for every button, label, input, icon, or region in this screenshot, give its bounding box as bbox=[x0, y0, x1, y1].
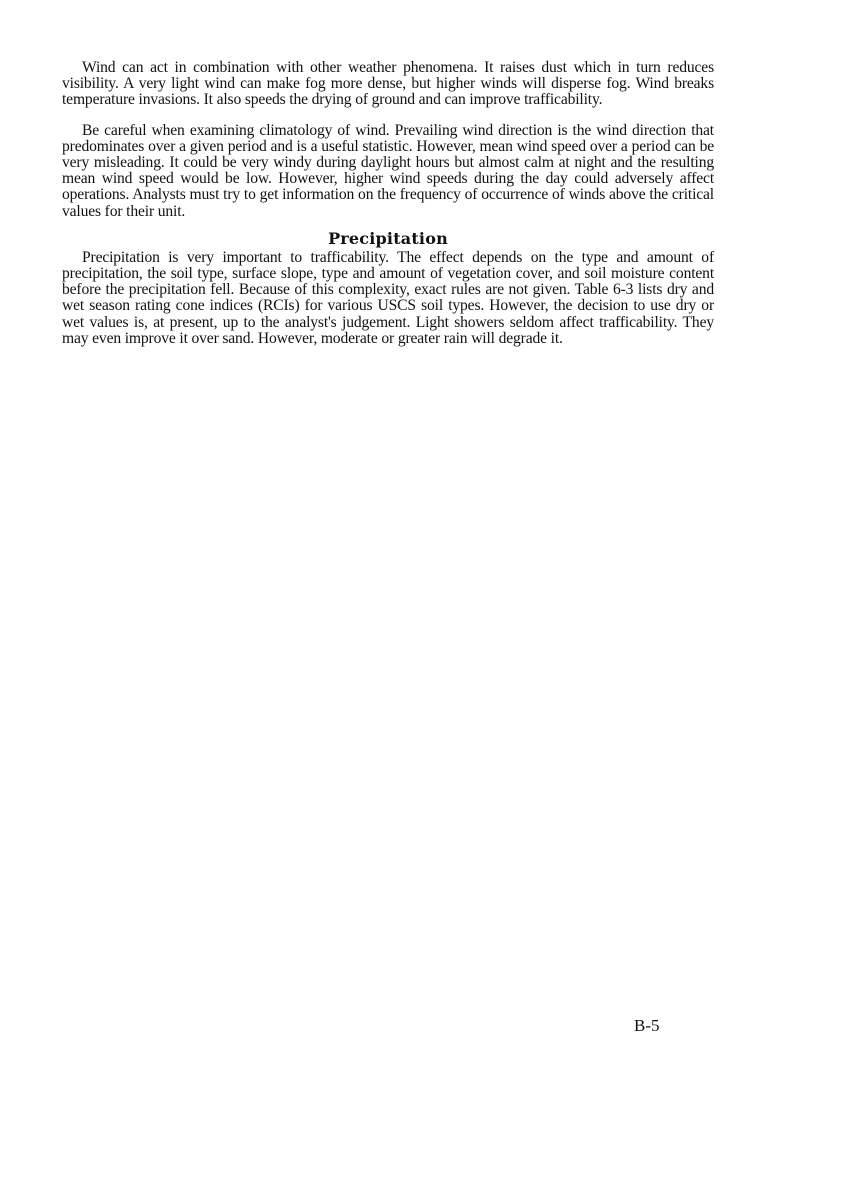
precipitation-heading: Precipitation bbox=[328, 228, 448, 248]
precipitation-paragraph: Precipitation is very important to trafficability. The effect depends on the type and amount of precipitation, the soil type, surface slope, type and amount of vegetation cover, and soil moisture content before the precipitation fell. Because of this complexity, exact rules are not given. Table 6-3 lists dry and wet season rating cone indices (RCIs) for various USCS soil types. However, the decision to use dry or wet values is, at present, up to the analyst's judgement. Light showers seldom affect trafficability. They may even improve it over sand. However, moderate or greater rain will degrade it. bbox=[62, 248, 714, 347]
page-number: B-5 bbox=[634, 1016, 660, 1035]
page-body bbox=[62, 60, 714, 347]
wind-effects-paragraph: Wind can act in combination with other weather phenomena. It raises dust which in turn reduces visibility. A very light wind can make fog more dense, but higher winds will disperse fog. Wind breaks temperature invasions. It also speeds the drying of ground and can improve trafficability. bbox=[62, 59, 714, 109]
wind-climatology-paragraph: Be careful when examining climatology of wind. Prevailing wind direction is the wind direction that predominates over a given period and is a useful statistic. However, mean wind speed over a period can be very misleading. It could be very windy during daylight hours but almost calm at night and the resulting mean wind speed would be low. However, higher wind speeds during the day could adversely affect operations. Analysts must try to get information on the frequency of occurrence of winds above the critical values for their unit. bbox=[62, 121, 714, 220]
paragraph-spacer bbox=[62, 109, 714, 123]
